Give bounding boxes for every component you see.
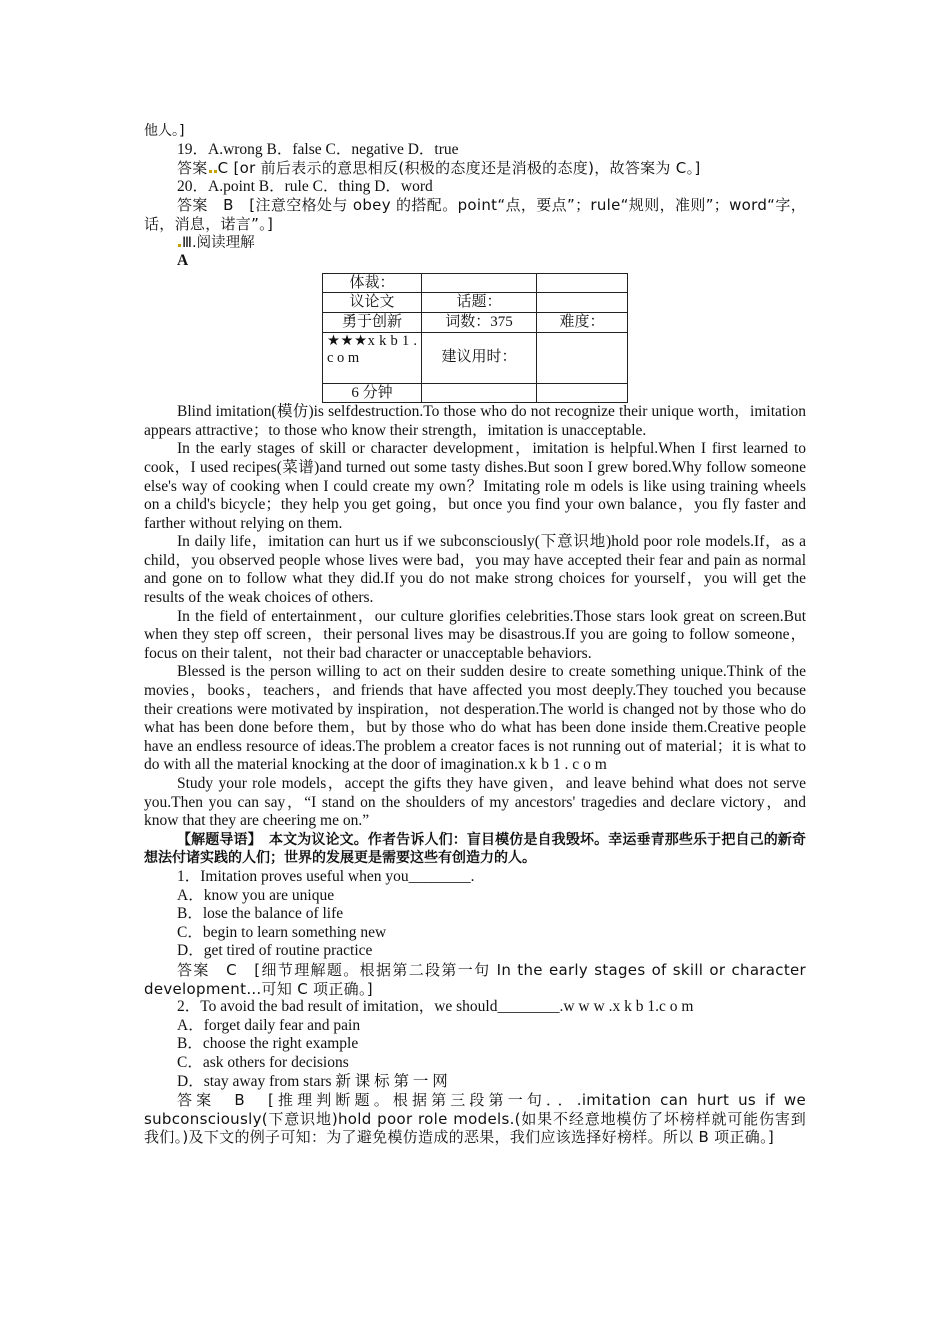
answer-label: 答案 — [177, 159, 208, 178]
marker-dot — [178, 244, 181, 247]
time-value: 6 分钟 — [323, 383, 422, 403]
question-1-stem: 1．Imitation proves useful when you________. — [177, 867, 475, 885]
option: D．stay away from stars 新 课 标 第 一 网 — [177, 1072, 448, 1090]
genre-label: 体裁： — [323, 273, 422, 293]
passage-paragraph: In daily life，imitation can hurt us if we subconsciously(下意识地)hold poor role models.If，as a child，you observed people whose lives were bad，you may have accepted their fear and pain as normal and gone on to follow what they did.If you do not make strong choices for yourself，you will get the results of the weak choices of others. — [144, 533, 806, 607]
time-label: 建议用时： — [422, 332, 537, 383]
marker-dot — [214, 170, 217, 173]
empty-cell — [422, 383, 537, 403]
marker-dot — [209, 170, 212, 173]
empty-cell — [422, 273, 537, 293]
part-label: A — [177, 252, 189, 270]
empty-cell — [537, 273, 628, 293]
option: B．choose the right example — [177, 1035, 359, 1053]
option: C．ask others for decisions — [177, 1053, 349, 1071]
info-table — [322, 273, 628, 403]
guide-text: 【解题导语】 本文为议论文。作者告诉人们：盲目模仿是自我毁坏。幸运垂青那些乐于把自己的新奇想法付诸实践的人们；世界的发展更是需要这些有创造力的人。 — [144, 831, 806, 867]
passage-paragraph: In the field of entertainment，our culture glorifies celebrities.Those stars look great on screen.But when they step off screen，their personal lives may be disastrous.If you are going to follow someone，focus on their talent，not their bad character or unacceptable behaviors. — [144, 607, 806, 662]
answer-1: 答案 C [细节理解题。根据第二段第一句 In the early stages of skill or character development…可知 C 项正确。] — [144, 960, 806, 998]
document-page — [144, 122, 806, 1147]
option: B．lose the balance of life — [177, 905, 344, 923]
empty-cell — [537, 383, 628, 403]
option: D．get tired of routine practice — [177, 942, 373, 960]
genre-value: 议论文 — [323, 293, 422, 313]
section-title: Ⅲ.阅读理解 — [182, 234, 255, 251]
text-line: 他人。] — [144, 123, 185, 139]
difficulty-stars: ★★★x k b 1 . c o m — [323, 332, 422, 383]
question-20: 20．A.point B．rule C．thing D．word — [177, 177, 433, 195]
passage-paragraph: Study your role models，accept the gifts they have given，and leave behind what does not serve you.Then you can say，“I stand on the shoulders of my ancestors' tragedies and declare victory，and know that they are cheering me on.” — [144, 775, 806, 830]
question-19: 19．A.wrong B．false C．negative D．true — [177, 140, 459, 158]
word-count: 词数：375 — [422, 312, 537, 332]
answer-20: 答案 B [注意空格处与 obey 的搭配。point“点，要点”；rule“规则，准则”；word“字，话，消息，诺言”。] — [144, 196, 806, 233]
option: C．begin to learn something new — [177, 923, 387, 941]
section-heading — [144, 234, 806, 253]
passage-paragraph: Blind imitation(模仿)is selfdestruction.To those who do not recognize their unique worth，imitation appears attractive；to those who know their strength，imitation is unacceptable. — [144, 403, 806, 439]
option: A．forget daily fear and pain — [177, 1016, 361, 1034]
option: A．know you are unique — [177, 886, 335, 904]
passage-paragraph: In the early stages of skill or character development，imitation is helpful.When I first learned to cook，I used recipes(菜谱)and turned out some tasty dishes.But soon I grew bored.Why follow someone else's way of cooking when I could create my own？Imitating role m odels is like using training wheels on a child's bicycle；they help you get going，but once you find your own balance，you fly faster and farther without relying on them. — [144, 440, 806, 532]
answer-2: 答案 B [推理判断题。根据第三段第一句．．.imitation can hurt us if we subconsciously(下意识地)hold poor role models.(如果不经意地模仿了坏榜样就可能伤害到我们。)及下文的例子可知：为了避免模仿造成的恶果，我们应该选择好榜样。所以 B 项正确。] — [144, 1091, 806, 1147]
question-2-stem: 2．To avoid the bad result of imitation，we should________.w w w .x k b 1.c o m — [177, 998, 694, 1016]
passage-paragraph: Blessed is the person willing to act on their sudden desire to create something unique.Think of the movies，books，teachers，and friends that have affected you most deeply.They touched you because their creations were motivated by inspiration，not desperation.The world is changed not by those who do what has been done before them，but by those who do what has been done inside them.Creative people have an endless resource of ideas.The problem a creator faces is not running out of material；it is what to do with all the material knocking at the door of imagination.x k b 1 . c o m — [144, 663, 806, 774]
difficulty-label: 难度： — [537, 312, 628, 332]
answer-text: C [or 前后表示的意思相反(积极的态度还是消极的态度)，故答案为 C。] — [217, 159, 701, 178]
topic-value: 勇于创新 — [323, 312, 422, 332]
topic-label: 话题： — [422, 293, 537, 313]
answer-19 — [144, 159, 806, 178]
empty-cell — [537, 293, 628, 313]
empty-cell — [537, 332, 628, 383]
